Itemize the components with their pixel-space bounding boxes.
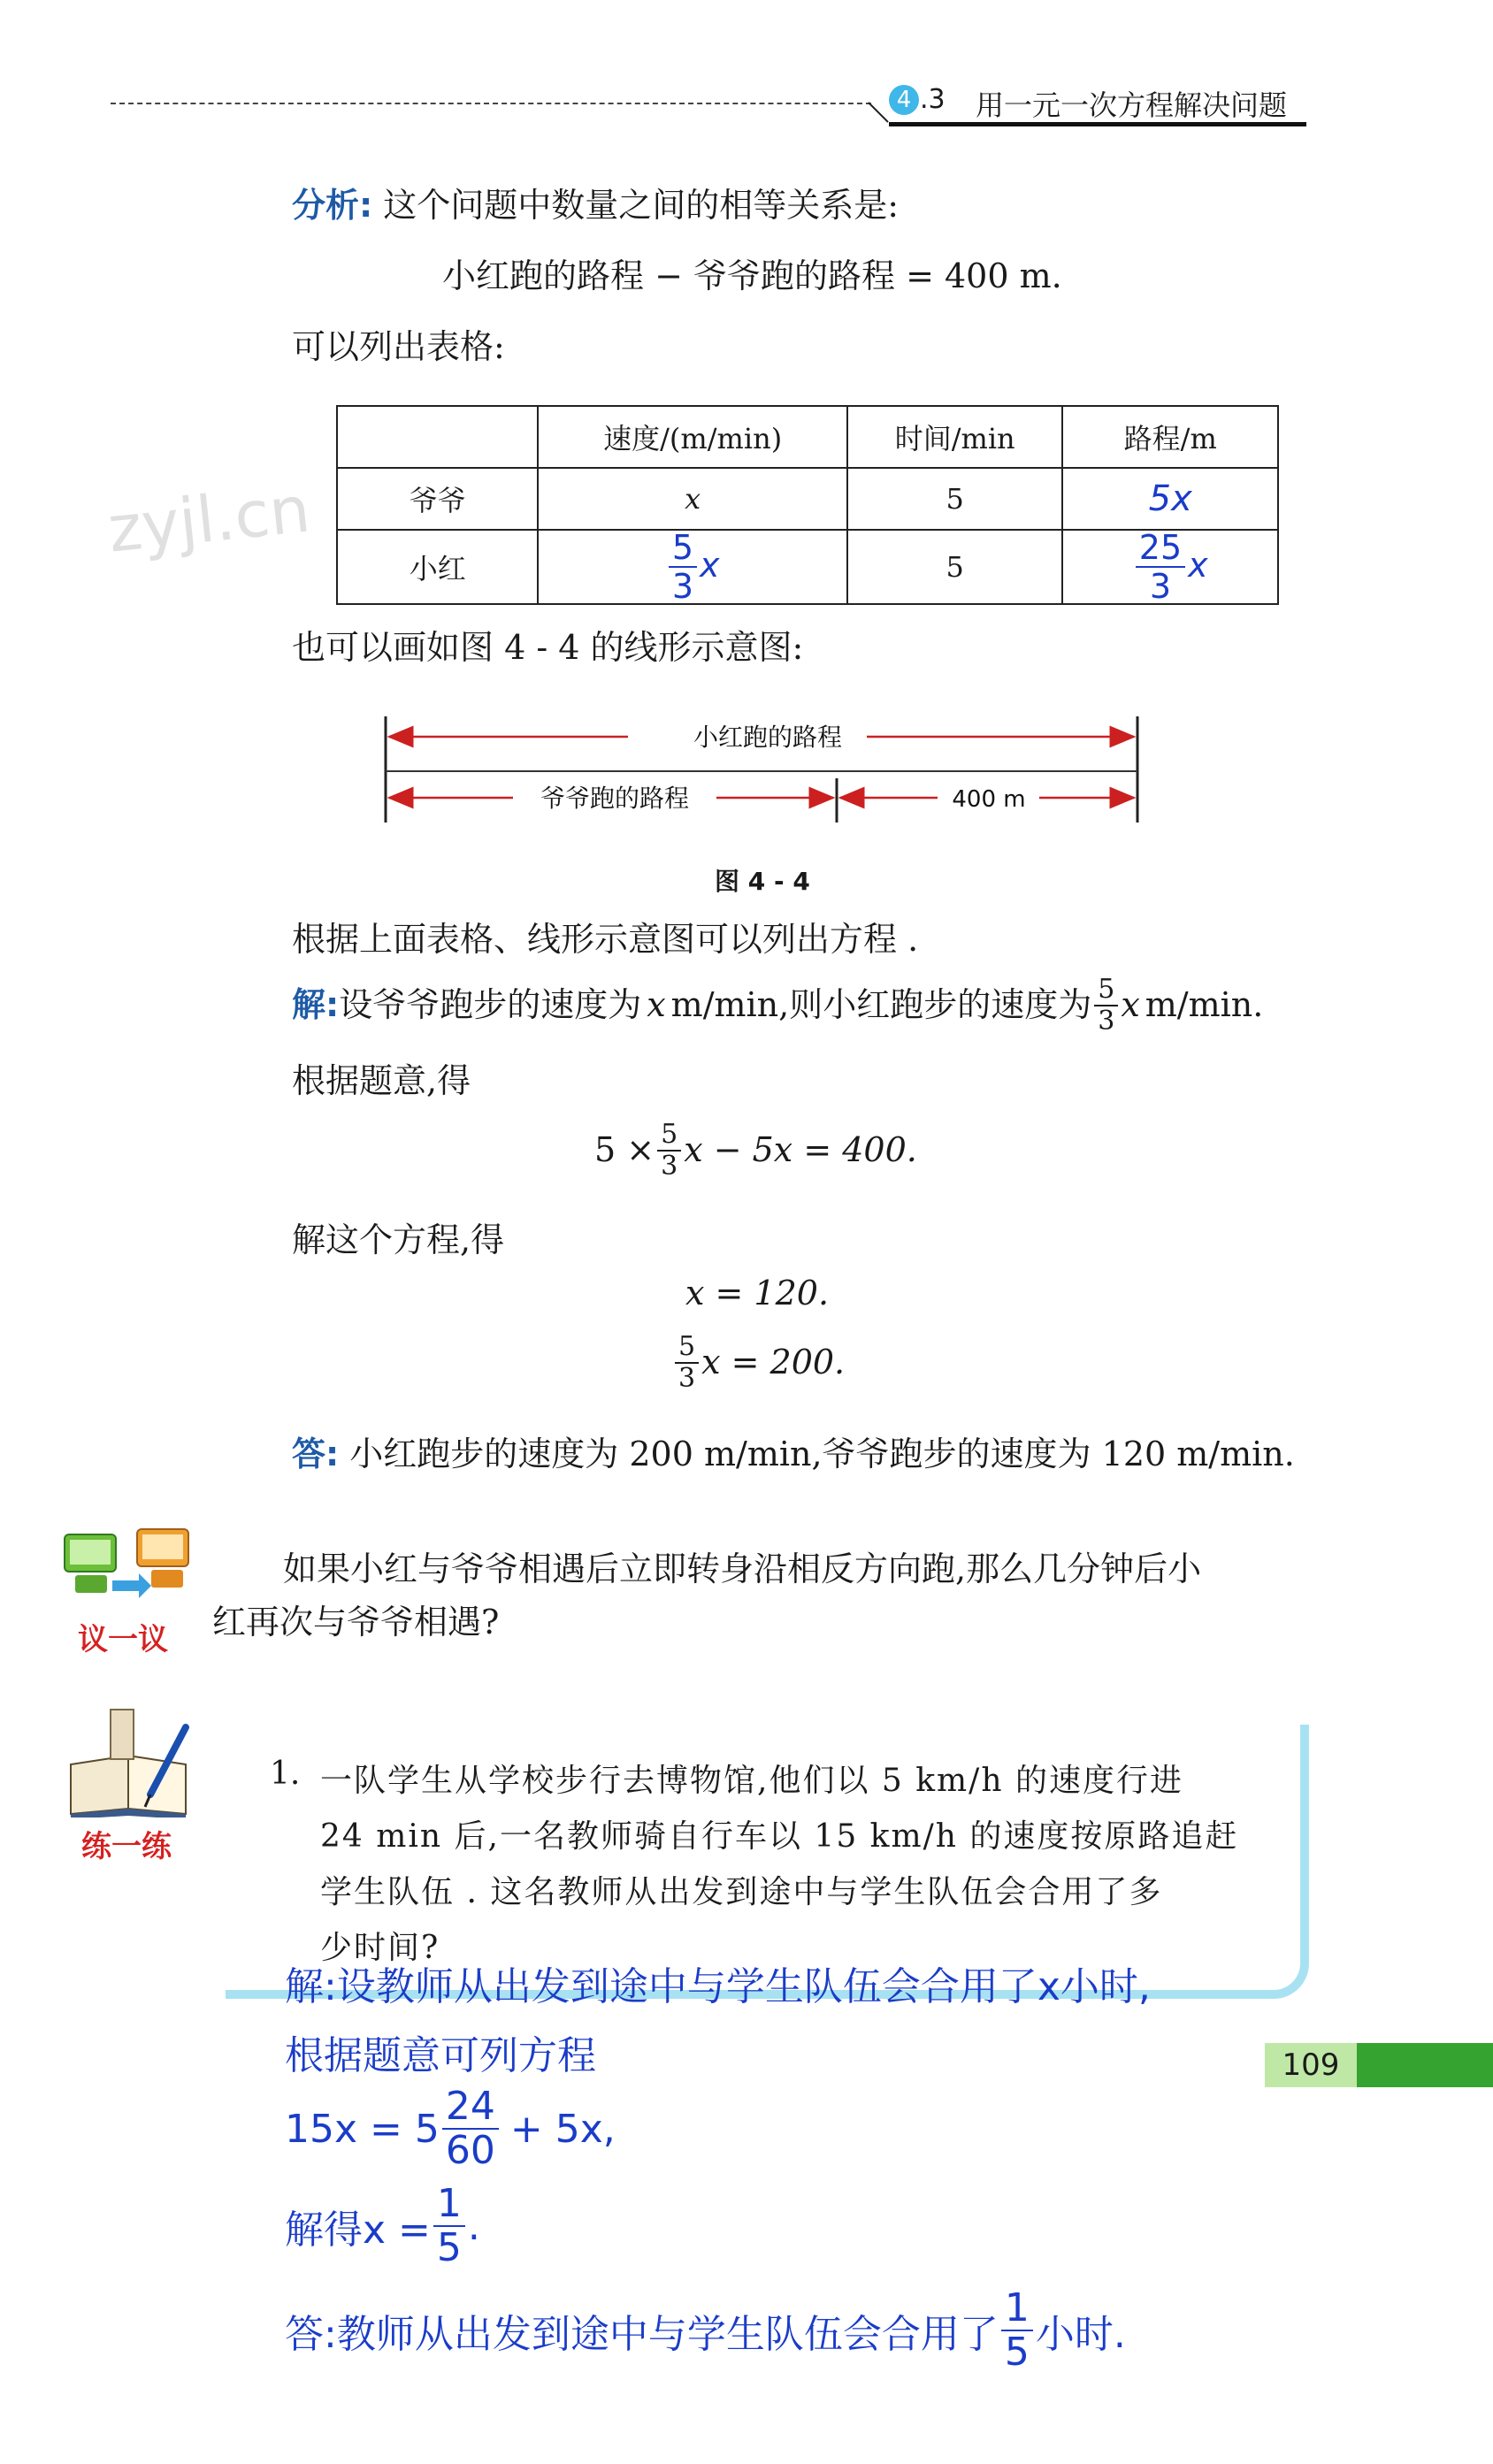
page-number-box: 109 xyxy=(1265,2043,1357,2087)
table-header-cell: 路程/m xyxy=(1062,406,1278,468)
row-time: 5 xyxy=(847,530,1063,604)
hw-eq-right: + 5x, xyxy=(509,2106,616,2152)
row-name: 爷爷 xyxy=(337,468,538,530)
equation-part-b: x − 5x = 400. xyxy=(684,1130,917,1170)
hw-solve-left: 解得x = xyxy=(285,2208,431,2253)
solve-intro: 解这个方程,得 xyxy=(292,1221,505,1259)
hw-ans-fraction xyxy=(1001,2285,1033,2375)
answer-text: 小红跑步的速度为 200 m/min,爷爷跑步的速度为 120 m/min. xyxy=(349,1435,1295,1473)
answer-line xyxy=(292,1433,1295,1476)
fraction-numerator: 24 xyxy=(442,2087,499,2130)
solution-text-a: 设爷爷跑步的速度为 xyxy=(339,985,642,1025)
hw-eq-left: 15x = 5 xyxy=(285,2106,440,2152)
speed-result-text: x = 200. xyxy=(701,1343,846,1382)
solution-label: 解: xyxy=(292,985,340,1025)
var-x: x xyxy=(1121,985,1140,1025)
table-intro: 可以列出表格: xyxy=(292,327,505,366)
fraction-denominator: 3 xyxy=(1149,567,1172,606)
bottom-right-label: 400 m xyxy=(952,786,1026,813)
hw-eq-fraction xyxy=(442,2084,499,2173)
fraction-denominator: 3 xyxy=(678,1363,696,1394)
speed-fraction xyxy=(1094,976,1118,1035)
fraction-denominator: 60 xyxy=(445,2128,495,2173)
fraction-numerator: 5 xyxy=(1094,976,1118,1006)
figure-caption: 图 4 - 4 xyxy=(715,867,810,896)
hw-equation xyxy=(285,2084,616,2173)
hw-solve xyxy=(285,2181,480,2270)
row-speed: x xyxy=(538,468,846,530)
var-x: x xyxy=(647,985,666,1025)
row-name: 小红 xyxy=(337,530,538,604)
fraction-denominator: 3 xyxy=(661,1151,678,1182)
equation-part-a: 5 × xyxy=(594,1130,655,1170)
hw-ans-left: 答:教师从出发到途中与学生队伍会合用了 xyxy=(285,2312,999,2357)
table-header-cell: 时间/min xyxy=(847,406,1063,468)
hw-solve-fraction xyxy=(433,2181,465,2270)
discuss-icon xyxy=(57,1517,199,1605)
by-meaning: 根据题意,得 xyxy=(292,1061,471,1100)
row-speed-handwritten xyxy=(538,530,846,604)
discuss-line-1: 如果小红与爷爷相遇后立即转身沿相反方向跑,那么几分钟后小 xyxy=(283,1550,1202,1588)
hw-solve-right: . xyxy=(467,2203,480,2249)
fraction-denominator: 3 xyxy=(671,567,693,606)
row-time: 5 xyxy=(847,468,1063,530)
table-header-cell: 速度/(m/min) xyxy=(538,406,846,468)
watermark: zyjl.cn xyxy=(104,471,314,567)
diagram-intro: 也可以画如图 4 - 4 的线形示意图: xyxy=(292,628,804,667)
fraction-numerator: 5 xyxy=(657,1121,681,1152)
solution-text-c: m/min. xyxy=(1145,985,1264,1025)
data-table xyxy=(336,405,1279,605)
chapter-title: 用一元一次方程解决问题 xyxy=(976,88,1288,122)
speed-result xyxy=(672,1331,846,1394)
bottom-left-label: 爷爷跑的路程 xyxy=(540,784,690,813)
fraction-numerator: 5 xyxy=(675,1334,699,1364)
table-header-row xyxy=(337,406,1278,468)
hw-line-1: 解:设教师从出发到途中与学生队伍会合用了x小时, xyxy=(285,1964,1151,2009)
fraction-denominator: 5 xyxy=(1004,2330,1030,2375)
fraction-denominator: 5 xyxy=(436,2225,462,2270)
section-badge: 4 xyxy=(889,85,919,115)
row-distance-handwritten xyxy=(1062,530,1278,604)
fraction-numerator: 25 xyxy=(1136,531,1185,568)
top-label: 小红跑的路程 xyxy=(693,723,843,752)
result-fraction xyxy=(675,1331,699,1394)
table-row xyxy=(337,530,1278,604)
practice-icon xyxy=(62,1703,203,1817)
fraction-numerator: 1 xyxy=(1001,2289,1033,2331)
hw-line-2: 根据题意可列方程 xyxy=(285,2033,596,2078)
distance-fraction xyxy=(1136,528,1185,606)
main-equation xyxy=(594,1121,917,1180)
practice-number: 1. xyxy=(270,1756,301,1792)
practice-label: 练一练 xyxy=(81,1829,172,1864)
analysis-text: 这个问题中数量之间的相等关系是: xyxy=(383,186,900,225)
fraction-variable: x xyxy=(1188,545,1208,585)
practice-line-2: 24 min 后,一名教师骑自行车以 15 km/h 的速度按原路追赶 xyxy=(320,1818,1239,1855)
line-diagram xyxy=(371,708,1150,831)
practice-line-3: 学生队伍 . 这名教师从出发到途中与学生队伍会合用了多 xyxy=(320,1874,1163,1910)
discuss-label: 议一议 xyxy=(78,1622,168,1657)
row-distance-handwritten xyxy=(1062,468,1278,530)
fraction-numerator: 1 xyxy=(433,2185,465,2227)
handwritten-5x: 5x xyxy=(1148,478,1192,519)
fraction-denominator: 3 xyxy=(1098,1006,1115,1037)
analysis-line xyxy=(292,184,899,227)
solution-set-line xyxy=(292,976,1263,1035)
hw-answer xyxy=(285,2285,1126,2375)
hw-ans-right: 小时. xyxy=(1035,2312,1126,2357)
table-header-cell xyxy=(337,406,538,468)
analysis-label: 分析: xyxy=(292,186,373,225)
speed-fraction xyxy=(669,528,697,606)
solution-text-b: m/min,则小红跑步的速度为 xyxy=(670,985,1092,1025)
fraction-numerator: 5 xyxy=(669,531,697,568)
table-row xyxy=(337,468,1278,530)
fraction-variable: x xyxy=(700,545,720,585)
discuss-line-2: 红再次与爷爷相遇? xyxy=(212,1603,500,1641)
relation-equation: 小红跑的路程 − 爷爷跑的路程 = 400 m. xyxy=(442,256,1062,295)
x-result: x = 120. xyxy=(685,1274,830,1312)
section-sub: .3 xyxy=(920,84,946,115)
equation-fraction xyxy=(657,1121,681,1180)
solution-lead: 根据上面表格、线形示意图可以列出方程 . xyxy=(292,920,919,959)
answer-label: 答: xyxy=(292,1435,340,1473)
practice-line-1: 一队学生从学校步行去博物馆,他们以 5 km/h 的速度行进 xyxy=(320,1763,1183,1799)
practice-line-4: 少时间? xyxy=(320,1930,440,1966)
header-dash-line xyxy=(111,103,871,104)
